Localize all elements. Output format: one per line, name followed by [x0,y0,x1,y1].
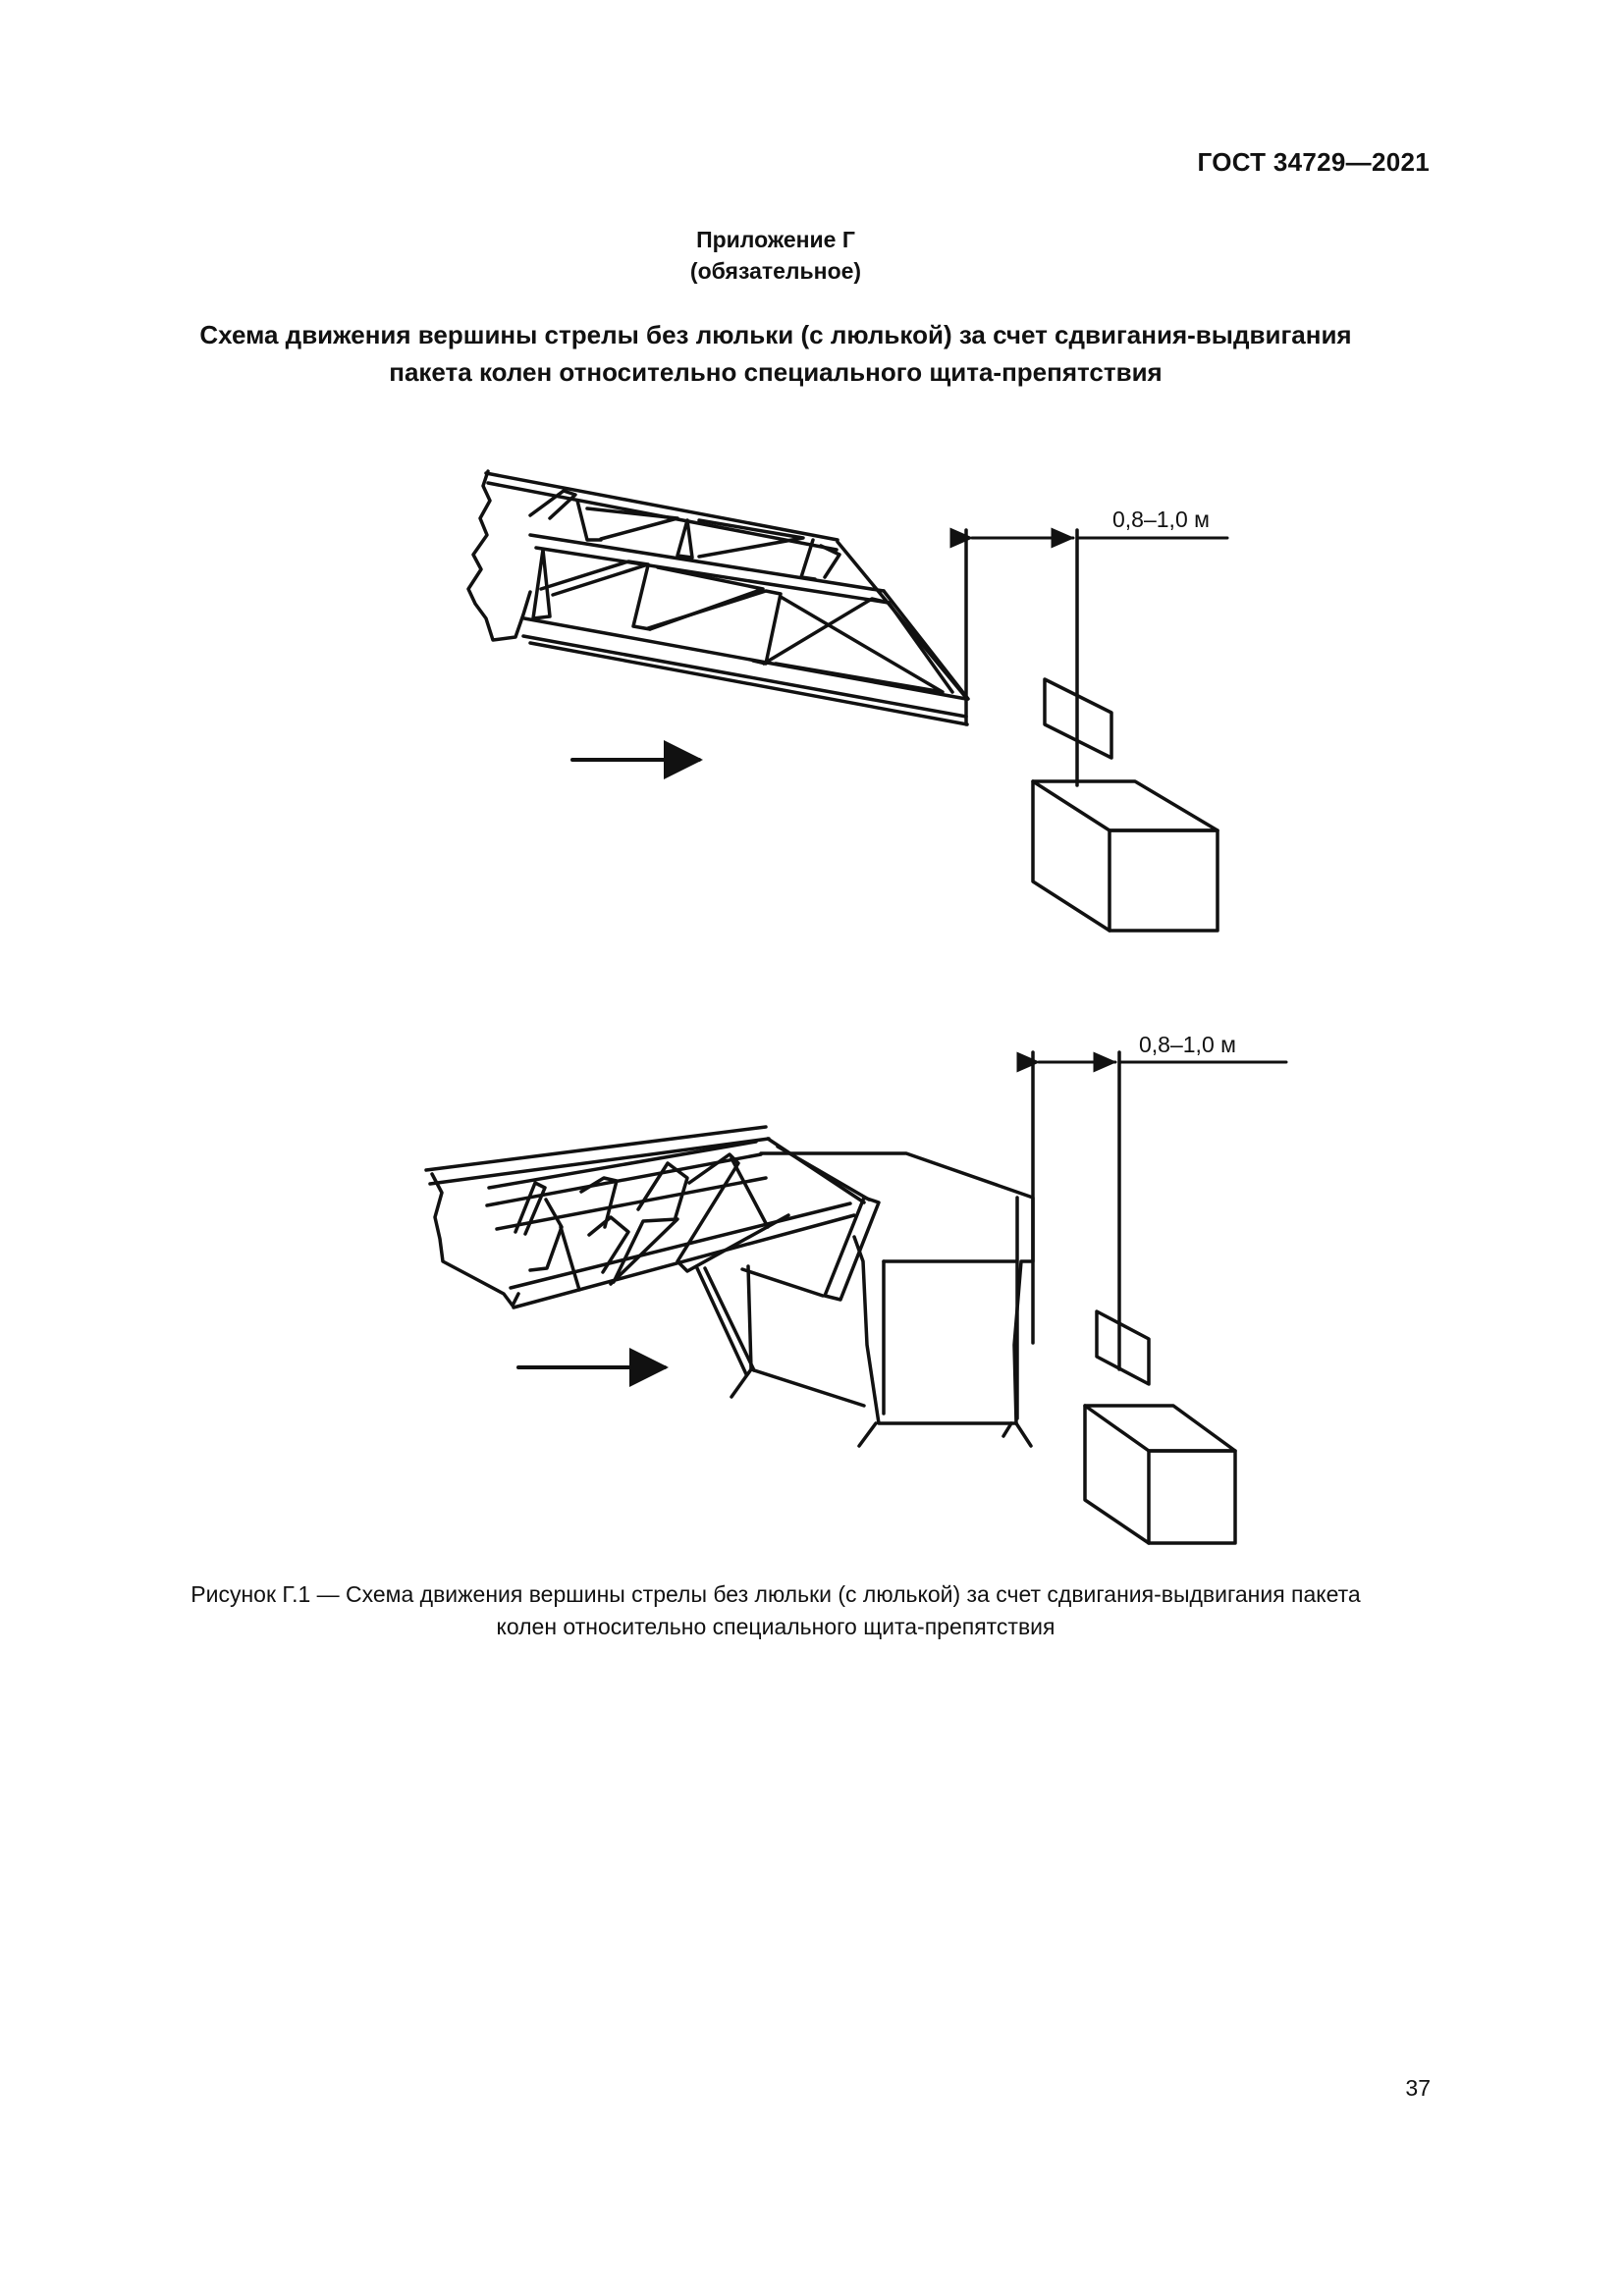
figure-caption [0,1578,1551,1643]
bottom-diagram [426,1032,1286,1543]
top-diagram [468,471,1227,931]
figure-caption-line-2: колен относительно специального щита-препятствия [496,1614,1056,1639]
top-dimension-label: 0,8–1,0 м [1112,507,1210,532]
appendix-status: (обязательное) [689,258,862,284]
section-title-line-2: пакета колен относительно специального щита-препятствия [389,357,1163,387]
page-number: 37 [1405,2075,1431,2101]
bottom-load-box [1085,1406,1235,1543]
standard-number: ГОСТ 34729—2021 [1197,147,1430,177]
top-load-box [1033,781,1218,931]
top-dimension [966,530,1227,785]
section-title-line-1: Схема движения вершины стрелы без люльки (с люлькой) за счет сдвигания-выдвигания [199,320,1352,349]
bottom-dimension-label: 0,8–1,0 м [1139,1032,1236,1057]
top-boom-truss [468,471,968,724]
bottom-hanging-plate [1097,1311,1149,1384]
figure-caption-line-1: Рисунок Г.1 — Схема движения вершины стрелы без люльки (с люлькой) за счет сдвигания-выдвигания пакета [190,1581,1361,1607]
appendix-title: Приложение Г [696,227,855,252]
bottom-dimension [1033,1052,1286,1369]
